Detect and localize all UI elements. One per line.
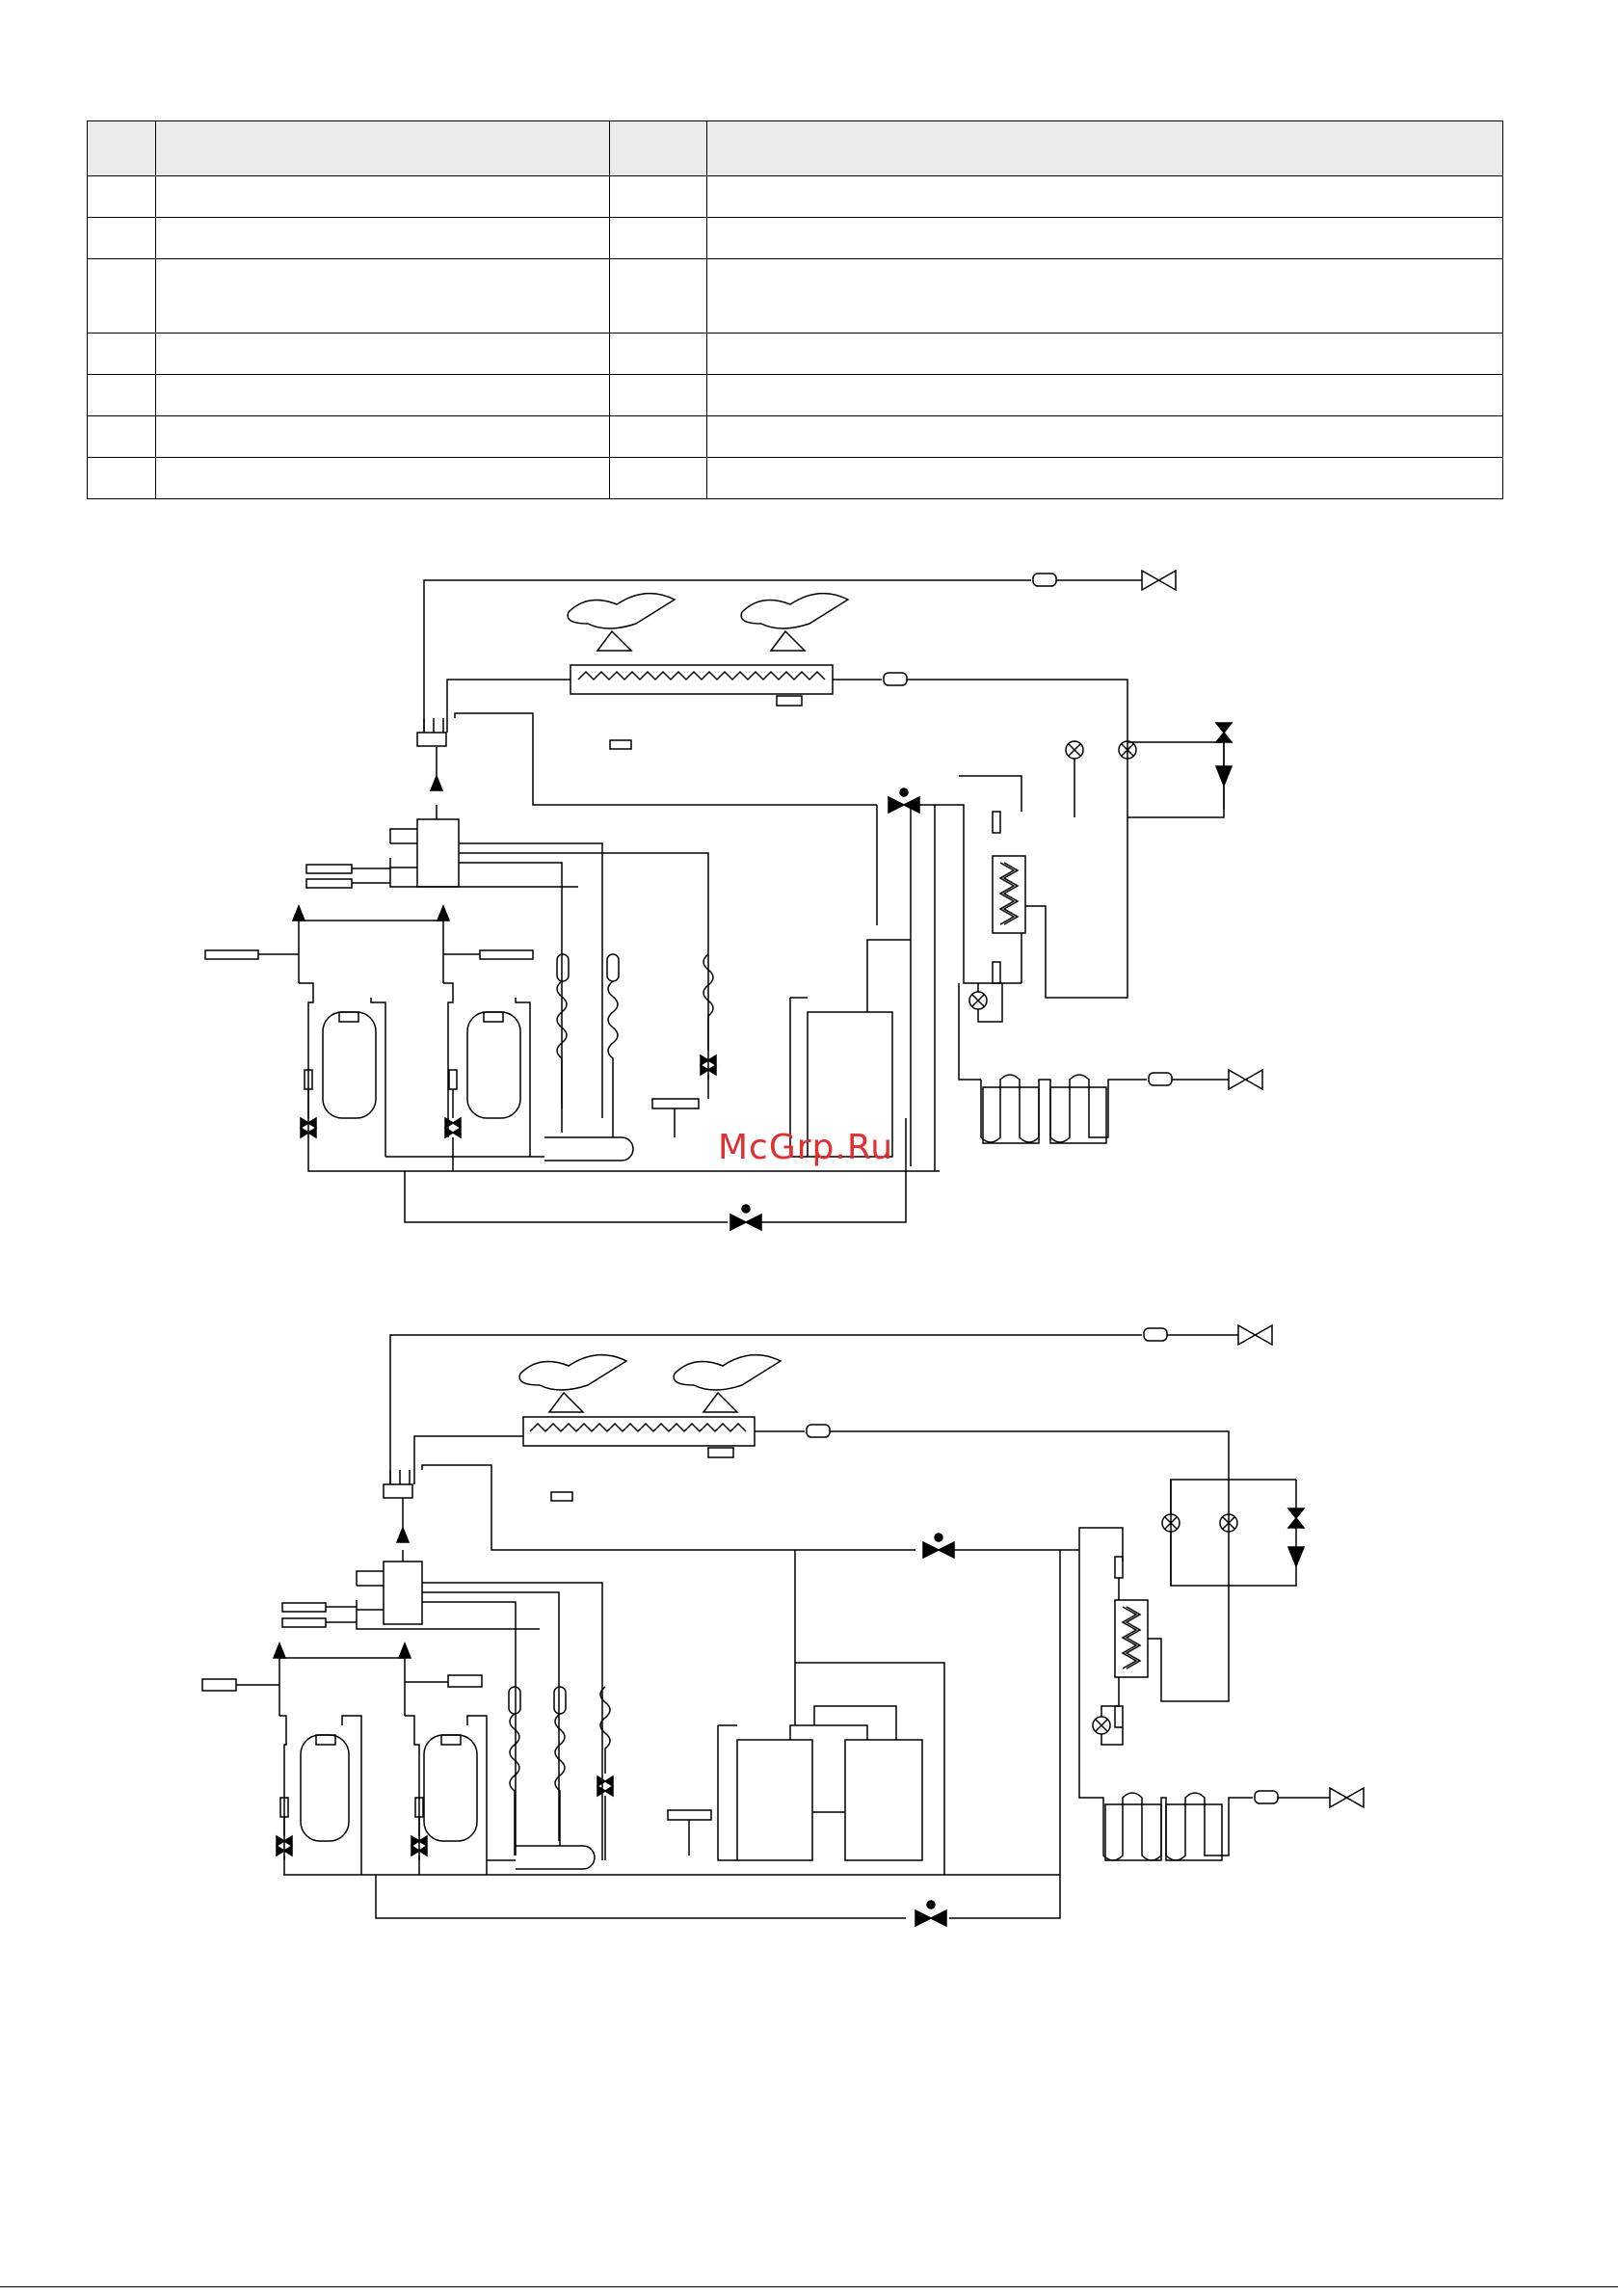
evaporator-box (1050, 1087, 1106, 1143)
check-valve-icon (274, 1643, 285, 1658)
sensor-icon (708, 1448, 733, 1457)
evaporator-box (1166, 1804, 1222, 1860)
strainer-icon (1255, 1791, 1278, 1803)
table-row (88, 176, 1503, 218)
sensor-icon (610, 740, 631, 749)
strainer-icon (1033, 574, 1056, 586)
check-valve-icon (1216, 723, 1232, 742)
table-cell (88, 218, 156, 259)
check-valve-icon (438, 906, 449, 921)
sensor-icon (777, 696, 802, 706)
solenoid-valve-icon (730, 1215, 761, 1230)
table-cell (707, 334, 1503, 375)
table-row (88, 458, 1503, 499)
fan-icon (519, 1355, 626, 1412)
strainer-icon (1144, 1328, 1167, 1341)
label-box (282, 1603, 326, 1612)
table-cell (610, 416, 707, 458)
table-cell (156, 458, 610, 499)
accumulator (544, 1137, 633, 1161)
table-cell (88, 334, 156, 375)
solenoid-valve-icon (889, 797, 919, 813)
sensor-icon (484, 1012, 503, 1022)
table-cell (88, 458, 156, 499)
table-cell (156, 259, 610, 334)
table-row (88, 416, 1503, 458)
legend-table (87, 120, 1503, 499)
fan-icon (674, 1355, 781, 1412)
table-cell (610, 458, 707, 499)
sensor-icon (551, 1492, 572, 1501)
evaporator-box (983, 1087, 1039, 1143)
refrigerant-diagram-2 (0, 1321, 1618, 1947)
table-cell (610, 259, 707, 334)
service-valve-icon (1229, 1070, 1262, 1089)
label-box (282, 1618, 326, 1627)
table-cell (707, 375, 1503, 416)
accumulator (516, 1846, 595, 1869)
table-row (88, 259, 1503, 334)
oil-separator (384, 1562, 422, 1624)
table-cell (88, 259, 156, 334)
sensor-icon (339, 1012, 358, 1022)
valve-icon (597, 1776, 613, 1796)
sensor-icon (993, 962, 1000, 983)
table-cell (88, 375, 156, 416)
compressor-2 (467, 1012, 520, 1118)
table-cell (88, 416, 156, 458)
sensor-icon (316, 1735, 335, 1745)
filter-icon (449, 1070, 457, 1089)
sensor-icon (1115, 1706, 1123, 1727)
compressor-1 (301, 1735, 349, 1841)
pipe (390, 1335, 1142, 1484)
table-cell (610, 334, 707, 375)
legend-header-cell (610, 121, 707, 176)
evaporator-coil (959, 983, 1147, 1142)
table-cell (156, 416, 610, 458)
label-box (306, 879, 352, 888)
solenoid-valve-icon (923, 1542, 954, 1558)
label-box (480, 950, 533, 959)
table-cell (610, 218, 707, 259)
liquid-receiver-1 (737, 1740, 812, 1860)
label-box (306, 865, 352, 873)
filter-icon (607, 954, 619, 981)
table-cell (156, 375, 610, 416)
compressor-1 (323, 1012, 376, 1118)
label-box (202, 1679, 236, 1691)
table-cell (707, 416, 1503, 458)
table-cell (707, 259, 1503, 334)
watermark: McGrp.Ru (718, 1128, 894, 1167)
legend-header-cell (88, 121, 156, 176)
table-cell (707, 218, 1503, 259)
service-valve-icon (1142, 571, 1176, 590)
check-valve-icon (293, 906, 305, 921)
strainer-icon (884, 673, 907, 685)
fan-icon (568, 594, 675, 651)
liquid-receiver-2 (845, 1740, 922, 1860)
legend-header-cell (156, 121, 610, 176)
page-footer-rule (0, 2286, 1618, 2287)
check-valve-icon (1288, 1508, 1304, 1528)
table-cell (156, 218, 610, 259)
table-row (88, 334, 1503, 375)
label-box (205, 950, 258, 959)
oil-separator (417, 819, 459, 887)
legend-header-cell (707, 121, 1503, 176)
legend-header-row (88, 121, 1503, 176)
solenoid-valve-icon (915, 1910, 946, 1926)
filter-icon (554, 1687, 566, 1714)
label-box (652, 1099, 699, 1108)
table-cell (610, 176, 707, 218)
service-valve-icon (1330, 1788, 1364, 1807)
table-cell (707, 458, 1503, 499)
table-cell (707, 176, 1503, 218)
table-row (88, 218, 1503, 259)
fan-icon (741, 594, 848, 651)
filter-icon (509, 1687, 520, 1714)
strainer-icon (1149, 1073, 1172, 1085)
table-cell (156, 334, 610, 375)
table-cell (88, 176, 156, 218)
table-row (88, 375, 1503, 416)
table-cell (610, 375, 707, 416)
manifold (417, 733, 446, 746)
evaporator-box (1105, 1804, 1161, 1860)
check-valve-icon (399, 1643, 411, 1658)
sensor-icon (1115, 1557, 1123, 1578)
pipe (424, 580, 1031, 733)
sensor-icon (441, 1735, 461, 1745)
service-valve-icon (1238, 1325, 1272, 1345)
sensor-icon (993, 812, 1000, 833)
filter-icon (557, 954, 569, 981)
manifold (384, 1484, 412, 1498)
label-box (448, 1675, 482, 1687)
table-cell (156, 176, 610, 218)
compressor-2 (424, 1735, 477, 1841)
label-box (668, 1810, 711, 1820)
strainer-icon (807, 1425, 830, 1437)
